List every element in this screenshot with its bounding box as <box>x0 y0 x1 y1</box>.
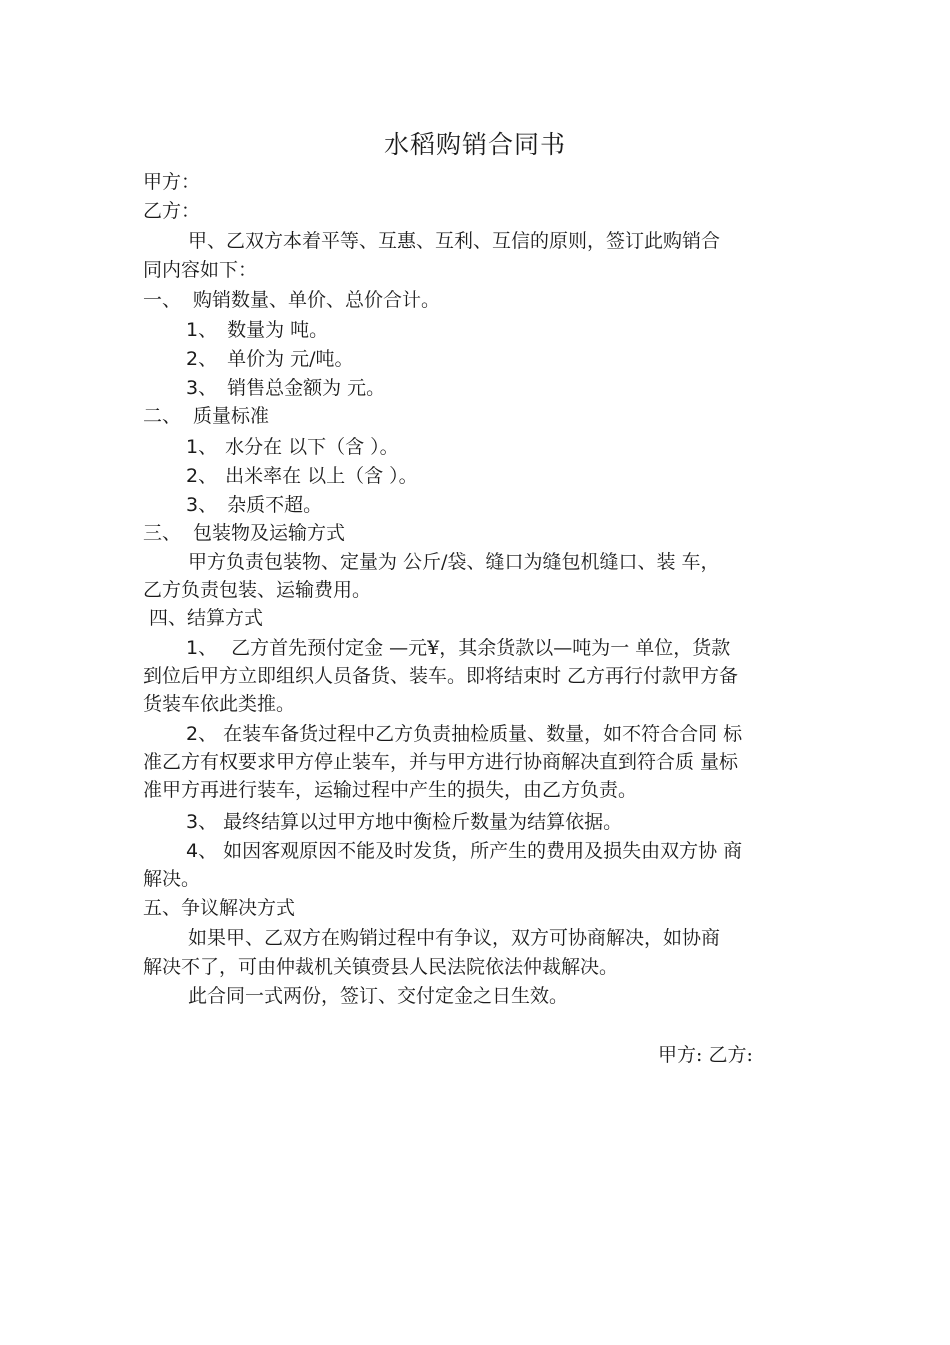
party-b-label: 乙方： <box>143 200 201 222</box>
section-1-item: 3、 销售总金额为 元。 <box>186 377 386 399</box>
section-2-item: 3、 杂质不超。 <box>186 494 323 516</box>
section-3-heading <box>143 521 345 545</box>
section-5-body-line: 如果甲、乙双方在购销过程中有争议，双方可协商解决，如协商 <box>188 927 721 949</box>
section-4-item-2-line: 2、 在装车备货过程中乙方负责抽检质量、数量，如不符合合同 标 <box>186 723 743 745</box>
document-title: 水稻购销合同书 <box>383 130 566 159</box>
signature-line: 甲方: 乙方: <box>658 1044 753 1066</box>
section-1-item: 2、 单价为 元/吨。 <box>186 348 354 370</box>
intro-line-1: 甲、乙双方本着平等、互惠、互利、互信的原则，签订此购销合 <box>188 230 721 252</box>
section-2-item: 2、 出米率在 以上（含 ）。 <box>186 465 418 487</box>
intro-line-2: 同内容如下： <box>143 259 258 281</box>
section-2-heading <box>143 404 269 428</box>
section-3-body-line: 乙方负责包装、运输费用。 <box>143 579 372 601</box>
section-2-item: 1、 水分在 以下（含 ）。 <box>186 436 399 458</box>
section-4-item-2-line: 准乙方有权要求甲方停止装车，并与甲方进行协商解决直到符合质 量标 <box>143 751 739 773</box>
section-2-number: 二、 <box>143 405 182 427</box>
section-4-item-4-line: 4、 如因客观原因不能及时发货，所产生的费用及损失由双方协 商 <box>186 840 743 862</box>
section-4-item-1-line: 货装车依此类推。 <box>143 693 296 715</box>
section-2-title: 质量标准 <box>193 405 270 427</box>
section-1-number: 一、 <box>143 289 182 311</box>
section-1-item: 1、 数量为 吨。 <box>186 319 329 341</box>
section-4-item-1-line: 1、 乙方首先预付定金 —元¥，其余货款以—吨为一 单位，货款 <box>186 637 731 659</box>
section-3-number: 三、 <box>143 522 182 544</box>
section-3-title: 包装物及运输方式 <box>193 522 346 544</box>
section-1-heading <box>143 288 440 312</box>
section-3-body-line: 甲方负责包装物、定量为 公斤/袋、缝口为缝包机缝口、装 车， <box>188 551 720 573</box>
section-4-item-1-line: 到位后甲方立即组织人员备货、装车。即将结束时 乙方再行付款甲方备 <box>143 665 739 687</box>
section-5-heading: 五、争议解决方式 <box>143 897 296 919</box>
section-4-item-2-line: 准甲方再进行装车，运输过程中产生的损失，由乙方负责。 <box>143 779 638 801</box>
section-1-title: 购销数量、单价、总价合计。 <box>193 289 441 311</box>
section-5-body-line: 解决不了，可由仲裁机关镇赍县人民法院依法仲裁解决。 <box>143 956 619 978</box>
party-a-label: 甲方： <box>143 171 201 193</box>
section-4-item-4-line: 解决。 <box>143 868 201 890</box>
section-4-item-3-line: 3、 最终结算以过甲方地中衡检斤数量为结算依据。 <box>186 811 623 833</box>
section-4-heading: 四、结算方式 <box>149 607 264 629</box>
closing-statement: 此合同一式两份，签订、交付定金之日生效。 <box>188 985 569 1007</box>
